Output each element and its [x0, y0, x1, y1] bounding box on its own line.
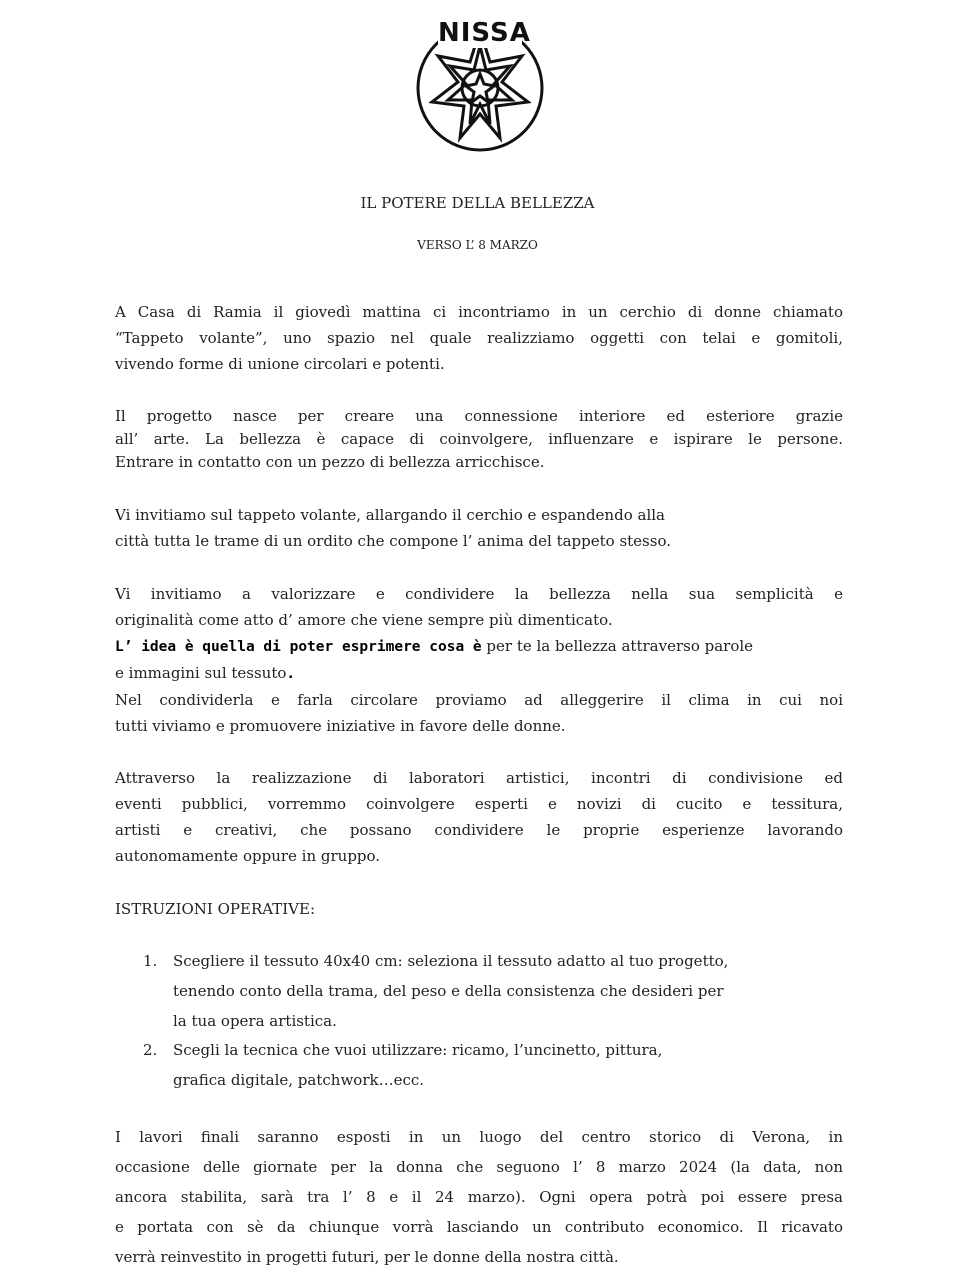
paragraph-invite: [115, 502, 843, 554]
text-line: tutti viviamo e promuovere iniziative in favore delle donne.: [115, 717, 566, 735]
text-line: ancora stabilita, sarà tra l’ 8 e il 24 marzo). Ogni opera potrà poi essere presa: [115, 1188, 843, 1206]
paragraph-project: [115, 405, 843, 474]
text-line: originalità come atto d’ amore che viene sempre più dimenticato.: [115, 611, 613, 629]
text-line: Vi invitiamo sul tappeto volante, allargando il cerchio e espandendo alla: [115, 506, 665, 524]
text-line: “Tappeto volante”, uno spazio nel quale realizziamo oggetti con telai e gomitoli,: [115, 329, 843, 347]
nissa-logo: [412, 16, 548, 152]
text-line: verrà reinvestito in progetti futuri, per le donne della nostra città.: [115, 1248, 619, 1266]
list-item: [143, 946, 843, 1036]
text-line: A Casa di Ramia il giovedì mattina ci incontriamo in un cerchio di donne chiamato: [115, 303, 843, 321]
text-line-mixed: [115, 633, 843, 660]
list-item: [143, 1035, 843, 1095]
text-fragment: per te la bellezza attraverso parole: [481, 637, 754, 655]
text-line: Vi invitiamo a valorizzare e condividere la bellezza nella sua semplicità e: [115, 585, 843, 603]
text-line: e portata con sè da chiunque vorrà lasciando un contributo economico. Il ricavato: [115, 1218, 843, 1236]
text-line: la tua opera artistica.: [173, 1012, 337, 1030]
page-subtitle: VERSO L’ 8 MARZO: [417, 238, 538, 252]
list-number: 2.: [143, 1041, 158, 1059]
text-line: città tutta le trame di un ordito che compone l’ anima del tappeto stesso.: [115, 532, 671, 550]
list-number: 1.: [143, 952, 158, 970]
text-line-mixed: [115, 660, 843, 687]
paragraph-intro: [115, 299, 843, 377]
text-line: Il progetto nasce per creare una connessione interiore ed esteriore grazie: [115, 407, 843, 425]
text-line: Scegliere il tessuto 40x40 cm: seleziona il tessuto adatto al tuo progetto,: [173, 952, 729, 970]
instructions-list: [143, 946, 843, 1095]
text-line: autonomamente oppure in gruppo.: [115, 847, 381, 865]
text-line: Entrare in contatto con un pezzo di bellezza arricchisce.: [115, 453, 545, 471]
text-line: artisti e creativi, che possano condividere le proprie esperienze lavorando: [115, 821, 843, 839]
paragraph-exhibition: [115, 1122, 843, 1272]
text-line: grafica digitale, patchwork…ecc.: [173, 1071, 425, 1089]
paragraph-beauty: [115, 581, 843, 739]
text-line: occasione delle giornate per la donna che seguono l’ 8 marzo 2024 (la data, non: [115, 1158, 843, 1176]
text-line: tenendo conto della trama, del peso e della consistenza che desideri per: [173, 982, 724, 1000]
text-fragment: e immagini sul tessuto: [115, 664, 287, 682]
page-title: IL POTERE DELLA BELLEZZA: [360, 194, 595, 212]
text-line: all’ arte. La bellezza è capace di coinvolgere, influenzare e ispirare le persone.: [115, 430, 843, 448]
text-line: Scegli la tecnica che vuoi utilizzare: ricamo, l’uncinetto, pittura,: [173, 1041, 663, 1059]
text-line: Nel condividerla e farla circolare proviamo ad alleggerire il clima in cui noi: [115, 691, 843, 709]
text-line: I lavori finali saranno esposti in un luogo del centro storico di Verona, in: [115, 1128, 843, 1146]
paragraph-workshops: [115, 765, 843, 869]
text-line: eventi pubblici, vorremmo coinvolgere esperti e novizi di cucito e tessitura,: [115, 795, 843, 813]
text-line: Attraverso la realizzazione di laboratori artistici, incontri di condivisione ed: [115, 769, 843, 787]
text-line: vivendo forme di unione circolari e potenti.: [115, 355, 445, 373]
bold-dot: .: [286, 666, 296, 682]
bold-phrase: L’ idea è quella di poter esprimere cosa è: [115, 639, 482, 655]
instructions-heading: ISTRUZIONI OPERATIVE:: [115, 900, 316, 918]
logo-text: NISSA: [438, 18, 531, 48]
